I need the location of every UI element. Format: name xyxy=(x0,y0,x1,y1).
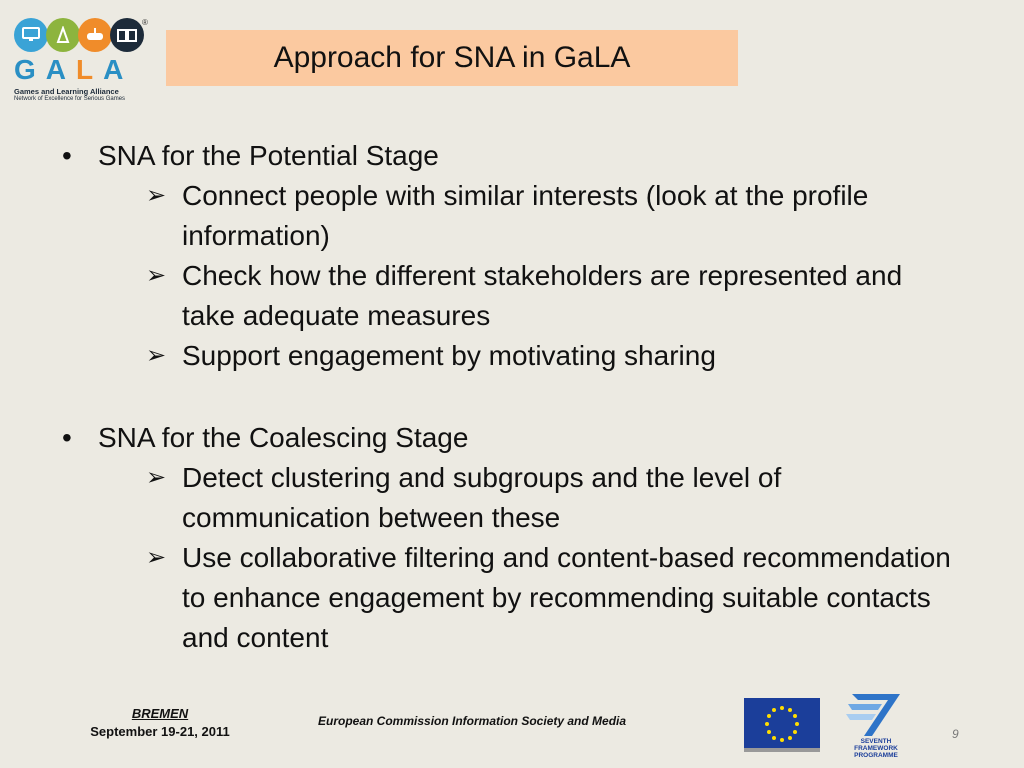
arrow-bullet-icon: ➢ xyxy=(146,182,167,209)
fp7-line1: SEVENTH FRAMEWORK xyxy=(854,738,898,752)
arrow-bullet-icon: ➢ xyxy=(146,544,167,571)
fp7-line2: PROGRAMME xyxy=(854,752,898,759)
monitor-icon xyxy=(14,18,48,52)
logo-tagline: Network of Excellence for Serious Games xyxy=(14,96,126,102)
sub-bullet-item xyxy=(62,336,962,376)
sub-bullet-item xyxy=(62,538,962,658)
gamepad-icon xyxy=(78,18,112,52)
footer-organization: European Commission Information Society and Media xyxy=(318,714,627,728)
registered-mark: ® xyxy=(142,18,148,27)
logo-subtitle: Games and Learning Alliance xyxy=(14,87,119,96)
footer-city: BREMEN xyxy=(131,706,189,721)
sub-bullet-item xyxy=(62,256,962,336)
sub-bullet-item xyxy=(62,458,962,538)
arrow-bullet-icon: ➢ xyxy=(146,342,167,369)
section-heading-potential xyxy=(62,136,962,176)
book-icon xyxy=(110,18,144,52)
fp7-caption xyxy=(838,738,914,759)
slide-title: Approach for SNA in GaLA xyxy=(273,41,631,74)
arrow-bullet-icon: ➢ xyxy=(146,464,167,491)
arrow-bullet-icon: ➢ xyxy=(146,262,167,289)
slide-content xyxy=(62,136,962,658)
sub-bullet-text: Check how the different stakeholders are represented and take adequate measures xyxy=(182,260,903,331)
sub-bullet-text: Detect clustering and subgroups and the level of communication between these xyxy=(182,462,782,533)
bullet-dot-icon: • xyxy=(62,422,72,453)
pen-icon xyxy=(46,18,80,52)
eu-flag-icon xyxy=(744,698,820,750)
footer-event-info xyxy=(60,706,260,739)
logo-circles xyxy=(12,18,148,54)
fp7-logo xyxy=(838,690,914,759)
logo-word-part3: A xyxy=(103,54,134,85)
bullet-dot-icon: • xyxy=(62,140,72,171)
logo-word-part2: L xyxy=(76,54,104,85)
sub-bullet-text: Connect people with similar interests (look at the profile information) xyxy=(182,180,869,251)
footer-date: September 19-21, 2011 xyxy=(90,724,230,739)
slide-title-box xyxy=(166,30,738,86)
logo-wordmark xyxy=(14,54,133,86)
section-heading-text: SNA for the Coalescing Stage xyxy=(98,422,469,453)
logo-word-part1: GA xyxy=(14,54,76,85)
sub-bullet-text: Support engagement by motivating sharing xyxy=(182,340,716,371)
page-number: 9 xyxy=(952,727,959,741)
section-heading-coalescing xyxy=(62,418,962,458)
section-heading-text: SNA for the Potential Stage xyxy=(98,140,439,171)
sub-bullet-item xyxy=(62,176,962,256)
sub-bullet-text: Use collaborative filtering and content-based recommendation to enhance engagement by recommending suitable contacts and content xyxy=(182,542,951,653)
fp7-emblem-icon xyxy=(838,690,914,738)
gala-logo xyxy=(10,14,150,104)
eu-flag-caption xyxy=(744,748,820,752)
